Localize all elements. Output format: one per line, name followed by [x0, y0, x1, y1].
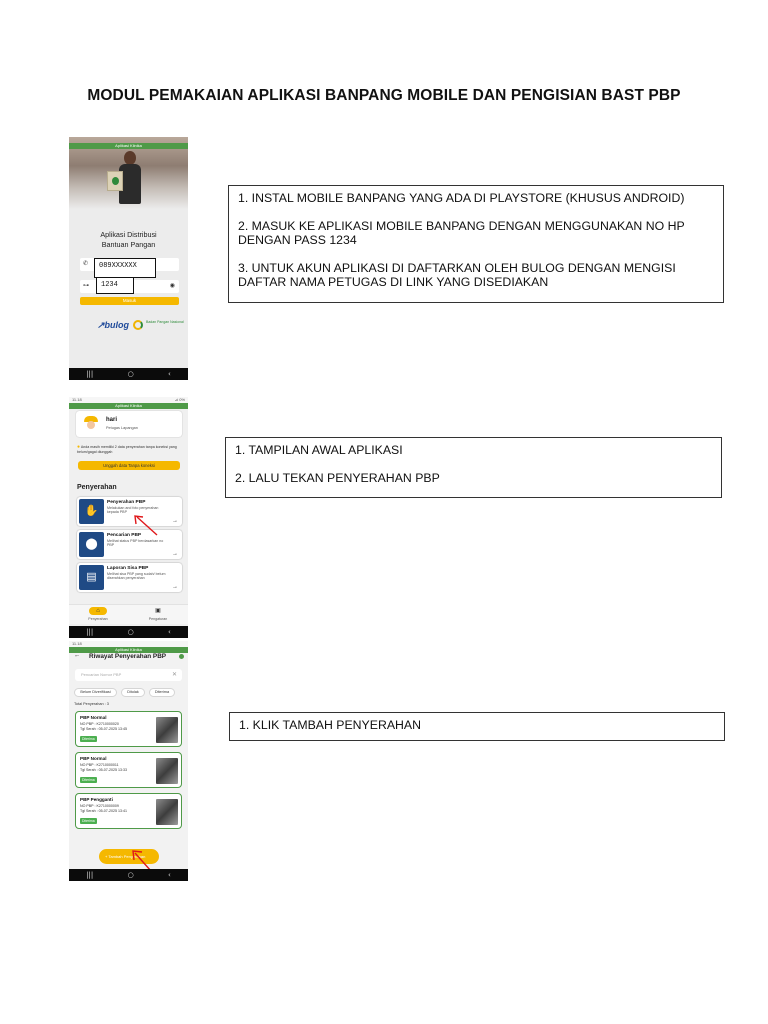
step1-line3: 3. UNTUK AKUN APLIKASI DI DAFTARKAN OLEH BULOG DENGAN MENGISI DAFTAR NAMA PETUGAS DI LINK YANG DISEDIAKAN: [238, 261, 676, 289]
photo-thumbnail[interactable]: [156, 717, 178, 743]
user-card: [76, 411, 182, 437]
tab-penyerahan[interactable]: ⌂ Penyerahan: [88, 608, 108, 621]
app-header-text: Aplikasi Klinika: [115, 143, 142, 148]
bulog-logo: ↗bulog: [97, 320, 130, 330]
photo-thumbnail[interactable]: [156, 799, 178, 825]
step2-line1: 1. TAMPILAN AWAL APLIKASI: [235, 443, 403, 457]
back-icon[interactable]: ‹: [168, 628, 171, 636]
user-role: Petugas Lapangan: [106, 426, 138, 430]
hand-over-icon: ✋: [79, 499, 104, 524]
page-title: Riwayat Penyerahan PBP: [89, 653, 167, 660]
app-title: Aplikasi Distribusi Bantuan Pangan: [100, 230, 157, 249]
penyerahan-pbp-menu[interactable]: ✋ Penyerahan PBP Melakukan and foto penyerahan kepada PBP →: [77, 497, 182, 526]
recents-icon[interactable]: |||: [86, 628, 94, 636]
photo-thumbnail[interactable]: [156, 758, 178, 784]
arrow-right-icon: →: [172, 518, 178, 524]
status-bar: 11.18 ⊿ 0%: [69, 397, 188, 403]
phone-annotation: 089XXXXXX: [94, 258, 156, 278]
section-title: Penyerahan: [77, 484, 117, 491]
app-header-bar: Aplikasi Klinika: [69, 403, 188, 409]
home-tab-icon: ⌂: [89, 607, 107, 615]
laporan-sisa-menu[interactable]: ▤ Laporan Sisa PBP Melihat sisa PBP yang sudah/ belum diserahkan penyerahan →: [77, 563, 182, 592]
status-badge: Diterima: [82, 819, 95, 823]
total-count: Total Penyerahan : 3: [74, 702, 109, 706]
app-header-bar: Aplikasi Klinika: [69, 647, 188, 653]
list-item[interactable]: PBP Normal NO PBP : K2710000020 Tgl Serah : 05-07-2025 13:45 Diterima: [75, 711, 182, 747]
location-pin-icon: ⬤: [79, 532, 104, 557]
pencarian-pbp-menu[interactable]: ⬤ Pencarian PBP Melihat status PBP berdasarkan no PBP →: [77, 530, 182, 559]
filter-belum-diverifikasi[interactable]: Belum Diverifikasi: [74, 688, 117, 697]
step1-instructions: [228, 185, 724, 303]
login-button[interactable]: Masuk: [80, 297, 179, 305]
recents-icon[interactable]: |||: [86, 370, 94, 378]
filter-diterima[interactable]: Diterima: [149, 688, 175, 697]
person-illustration: [113, 149, 147, 209]
page-header: [69, 653, 188, 661]
history-screenshot: [69, 641, 188, 881]
step1-line2: 2. MASUK KE APLIKASI MOBILE BANPANG DENGAN MENGGUNAKAN NO HP DENGAN PASS 1234: [238, 219, 685, 247]
status-bar: 11.18: [69, 641, 188, 647]
home-icon[interactable]: ○: [127, 370, 134, 378]
back-icon[interactable]: ‹: [168, 871, 171, 879]
tab-pengaturan[interactable]: ▣ Pengaturan: [148, 608, 168, 621]
password-annotation: 1234: [96, 277, 134, 294]
settings-tab-icon: ▣: [155, 608, 161, 614]
bapanas-text: Badan Pangan Nasional: [146, 320, 184, 324]
document-title: MODUL PEMAKAIAN APLIKASI BANPANG MOBILE DAN PENGISIAN BAST PBP: [87, 87, 681, 104]
sync-icon[interactable]: [179, 654, 184, 659]
clear-icon[interactable]: ✕: [171, 672, 177, 678]
home-icon[interactable]: ○: [127, 871, 134, 879]
red-annotation-arrow: [131, 513, 161, 537]
login-screenshot: [69, 137, 188, 380]
bottom-tab-bar: [69, 604, 188, 624]
report-icon: ▤: [79, 565, 104, 590]
arrow-right-icon: →: [172, 584, 178, 590]
plus-icon: +: [105, 854, 108, 859]
phone-icon: ✆: [83, 261, 89, 267]
filter-ditolak[interactable]: Ditolak: [121, 688, 145, 697]
step2-instructions: [225, 437, 722, 498]
step1-line1: 1. INSTAL MOBILE BANPANG YANG ADA DI PLAYSTORE (KHUSUS ANDROID): [238, 191, 685, 205]
status-badge: Diterima: [82, 778, 95, 782]
add-handover-button[interactable]: + Tambah Penyerahan: [99, 849, 159, 864]
list-item[interactable]: PBP Normal NO PBP : K2710000011 Tgl Serah : 05-07-2025 13:33 Diterima: [75, 752, 182, 788]
android-nav-bar: [69, 869, 188, 881]
warning-icon: ●: [77, 444, 81, 450]
step2-line2: 2. LALU TEKAN PENYERAHAN PBP: [235, 471, 440, 485]
worker-avatar: [84, 416, 98, 432]
recents-icon[interactable]: |||: [86, 871, 94, 879]
step3-line1: 1. KLIK TAMBAH PENYERAHAN: [239, 718, 422, 732]
user-name: hari: [106, 417, 118, 423]
hero-photo: [69, 137, 188, 209]
list-item[interactable]: PBP Pengganti NO PBP : K2710000009 Tgl Serah : 05-07-2025 13:41 Diterima: [75, 793, 182, 829]
search-input[interactable]: Pencarian Nomor PBP ✕: [75, 669, 182, 681]
key-icon: ⊶: [83, 283, 89, 289]
android-nav-bar: [69, 626, 188, 638]
back-icon[interactable]: ‹: [168, 370, 171, 378]
bapanas-logo-icon: [133, 320, 143, 330]
upload-offline-button[interactable]: Unggah data Tanpa koneksi: [78, 461, 180, 470]
arrow-right-icon: →: [172, 551, 178, 557]
step3-instructions: [229, 712, 725, 741]
home-screenshot: [69, 397, 188, 638]
eye-icon[interactable]: ◉: [169, 283, 175, 289]
home-icon[interactable]: ○: [127, 628, 134, 636]
status-badge: Diterima: [82, 737, 95, 741]
back-arrow-icon[interactable]: ←: [74, 652, 81, 659]
android-nav-bar: [69, 368, 188, 380]
offline-warning: ● Anda masih memiliki 2 data penyerahan tanpa koneksi yang belum/gagal diunggah: [77, 444, 177, 454]
